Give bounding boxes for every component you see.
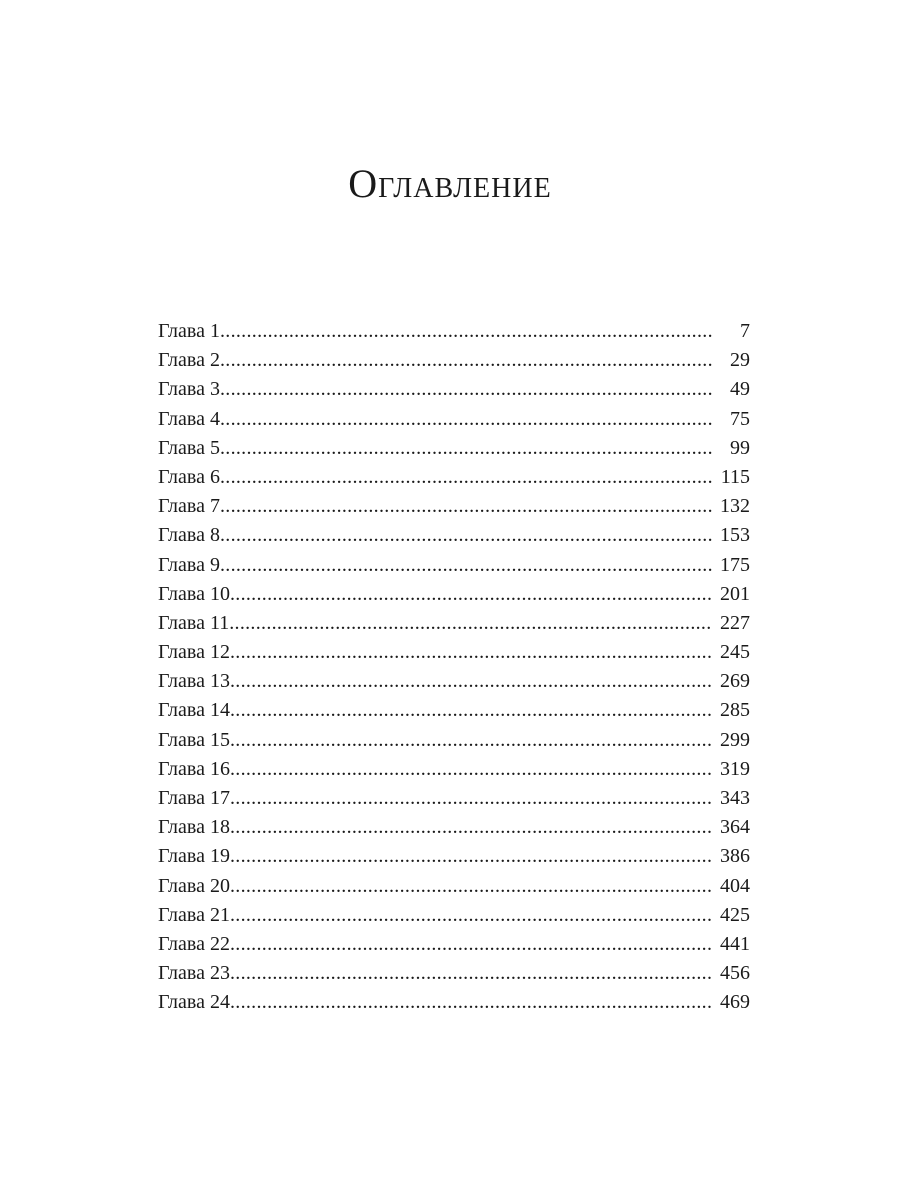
toc-entry (158, 901, 750, 930)
toc-entry-page-number: 132 (720, 495, 750, 518)
toc-entry (158, 463, 750, 492)
toc-entry-page-number: 227 (720, 611, 750, 634)
toc-entry-page-number: 175 (720, 553, 750, 576)
page-title: Оглавление (348, 161, 552, 206)
toc-dot-leader (229, 609, 712, 638)
toc-dot-leader (230, 755, 712, 784)
toc-entry (158, 405, 750, 434)
toc-entry (158, 638, 750, 667)
toc-entry-label: Глава 21 (158, 903, 230, 926)
toc-entry (158, 521, 750, 550)
toc-entry-label: Глава 10 (158, 582, 230, 605)
toc-entry (158, 842, 750, 871)
toc-entry-page-number: 115 (720, 465, 750, 488)
toc-entry (158, 813, 750, 842)
toc-entry-page-number: 343 (720, 787, 750, 809)
toc-dot-leader (230, 726, 712, 755)
toc-dot-leader (230, 638, 712, 667)
toc-entry-label: Глава 17 (158, 787, 230, 809)
toc-dot-leader (220, 317, 712, 346)
toc-entry-label: Глава 3 (158, 378, 220, 401)
toc-dot-leader (220, 375, 712, 404)
toc-dot-leader (220, 551, 712, 580)
toc-dot-leader (230, 696, 712, 725)
toc-dot-leader (230, 667, 712, 696)
toc-entry-page-number: 299 (720, 728, 750, 751)
toc-entry-page-number: 469 (720, 991, 750, 1014)
toc-dot-leader (230, 988, 712, 1017)
toc-dot-leader (220, 405, 712, 434)
toc-entry-label: Глава 20 (158, 874, 230, 897)
toc-dot-leader (230, 580, 712, 609)
toc-entry-page-number: 319 (720, 757, 750, 780)
toc-entry (158, 580, 750, 609)
toc-dot-leader (220, 434, 712, 463)
toc-entry-page-number: 245 (720, 641, 750, 664)
toc-entry (158, 959, 750, 988)
toc-entry-page-number: 7 (740, 320, 750, 342)
toc-entry-page-number: 285 (720, 699, 750, 722)
toc-entry-label: Глава 14 (158, 699, 230, 722)
toc-entry-label: Глава 24 (158, 991, 230, 1014)
toc-entry (158, 872, 750, 901)
toc-dot-leader (220, 492, 712, 521)
toc-dot-leader (230, 872, 712, 901)
toc-entry-label: Глава 11 (158, 611, 230, 634)
toc-entry-page-number: 425 (720, 903, 750, 926)
toc-entry-label: Глава 1 (158, 320, 220, 342)
toc-dot-leader (230, 959, 712, 988)
toc-entry-label: Глава 12 (158, 641, 230, 664)
toc-entry (158, 930, 750, 959)
toc-entry-page-number: 441 (720, 932, 750, 955)
toc-entry-page-number: 153 (720, 524, 750, 547)
toc-entry (158, 317, 750, 346)
toc-entry (158, 726, 750, 755)
toc-entry (158, 696, 750, 725)
toc-entry-label: Глава 7 (158, 495, 220, 518)
toc-entry-label: Глава 2 (158, 349, 220, 372)
toc-entry (158, 784, 750, 813)
toc-dot-leader (230, 813, 712, 842)
toc-entry-label: Глава 9 (158, 553, 220, 576)
toc-dot-leader (220, 463, 712, 492)
toc-entry-page-number: 386 (720, 845, 750, 868)
table-of-contents (158, 317, 750, 1018)
toc-entry-page-number: 269 (720, 670, 750, 693)
toc-entry-label: Глава 22 (158, 932, 230, 955)
toc-entry (158, 667, 750, 696)
toc-entry-page-number: 99 (730, 436, 750, 459)
toc-entry (158, 755, 750, 784)
toc-entry-label: Глава 6 (158, 465, 220, 488)
toc-entry-label: Глава 4 (158, 407, 220, 430)
toc-entry-label: Глава 15 (158, 728, 230, 751)
toc-entry-page-number: 49 (730, 378, 750, 401)
toc-entry (158, 375, 750, 404)
toc-entry-page-number: 404 (720, 874, 750, 897)
toc-entry-label: Глава 13 (158, 670, 230, 693)
toc-dot-leader (230, 930, 712, 959)
toc-entry (158, 492, 750, 521)
toc-entry-page-number: 456 (720, 962, 750, 985)
toc-dot-leader (230, 784, 712, 813)
toc-entry-label: Глава 23 (158, 962, 230, 985)
toc-entry-page-number: 364 (720, 816, 750, 839)
toc-entry-label: Глава 8 (158, 524, 220, 547)
toc-entry-label: Глава 18 (158, 816, 230, 839)
toc-entry (158, 609, 750, 638)
toc-entry-page-number: 75 (730, 407, 750, 430)
toc-entry-label: Глава 19 (158, 845, 230, 868)
toc-dot-leader (230, 842, 712, 871)
toc-entry-page-number: 29 (730, 349, 750, 372)
toc-dot-leader (220, 521, 712, 550)
toc-dot-leader (220, 346, 712, 375)
toc-entry-page-number: 201 (720, 582, 750, 605)
toc-dot-leader (230, 901, 712, 930)
toc-entry (158, 988, 750, 1017)
toc-entry (158, 434, 750, 463)
toc-entry (158, 346, 750, 375)
toc-entry (158, 551, 750, 580)
toc-entry-label: Глава 16 (158, 757, 230, 780)
toc-entry-label: Глава 5 (158, 436, 220, 459)
